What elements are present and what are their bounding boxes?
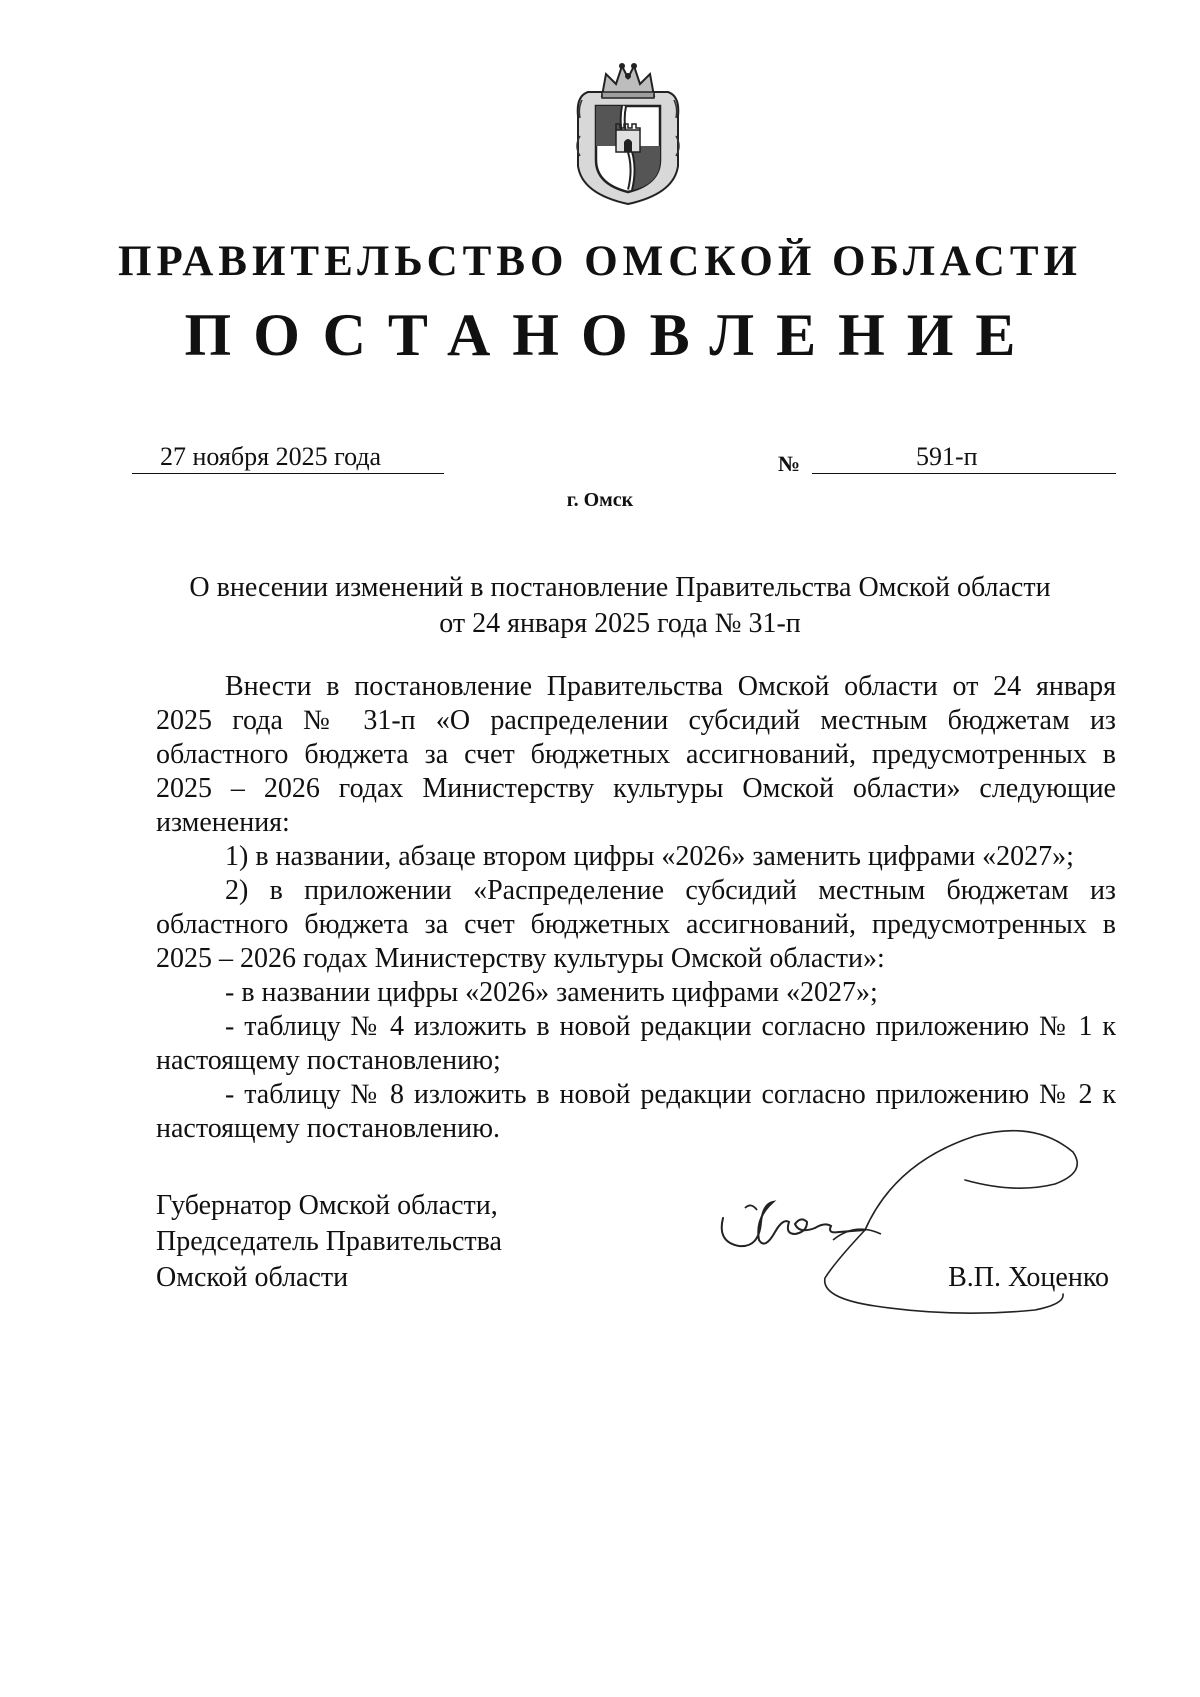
number-field [812, 441, 1116, 474]
document-date: 27 ноября 2025 года [160, 442, 382, 471]
signer-position-line: Председатель Правительства [156, 1226, 502, 1257]
government-name: ПРАВИТЕЛЬСТВО ОМСКОЙ ОБЛАСТИ [118, 238, 1082, 285]
document-number: 591-п [916, 442, 978, 471]
city: г. Омск [566, 489, 634, 511]
body-paragraph: - таблицу № 8 изложить в новой редакции согласно приложению № 2 к настоящему постановлению. [156, 1079, 1116, 1144]
subject-line: О внесении изменений в постановление Правительства Омской области [189, 572, 1051, 603]
date-field [132, 441, 444, 474]
signer-position-line: Омской области [156, 1262, 349, 1293]
coat-of-arms-icon [568, 56, 688, 206]
body-paragraph: 1) в названии, абзаце втором цифры «2026» заменить цифрами «2027»; [225, 841, 1074, 872]
body-paragraph: Внести в постановление Правительства Омской области от 24 января 2025 года № 31-п «О распределении субсидий местным бюджетам из областного бюджета за счет бюджетных ассигнований, предусмотренных в 2025 – 2026 годах Министерству культуры Омской области» следующие изменения: [156, 671, 1116, 838]
document-subject [150, 570, 1090, 642]
body-paragraph: 2) в приложении «Распределение субсидий местным бюджетам из областного бюджета за счет бюджетных ассигнований, предусмотренных в 2025 – 2026 годах Министерству культуры Омской области»: [156, 875, 1116, 974]
body-paragraph: - таблицу № 4 изложить в новой редакции согласно приложению № 1 к настоящему постановлению; [156, 1011, 1116, 1076]
body-paragraph: - в названии цифры «2026» заменить цифрами «2027»; [225, 977, 878, 1008]
subject-line: от 24 января 2025 года № 31-п [439, 608, 801, 639]
document-body [156, 670, 1116, 1146]
signer-name: В.П. Хоценко [948, 1262, 1109, 1293]
signer-position [156, 1188, 502, 1296]
number-sign: № [778, 451, 801, 476]
signer-position-line: Губернатор Омской области, [156, 1190, 498, 1221]
document-type: ПОСТАНОВЛЕНИЕ [184, 302, 1038, 368]
